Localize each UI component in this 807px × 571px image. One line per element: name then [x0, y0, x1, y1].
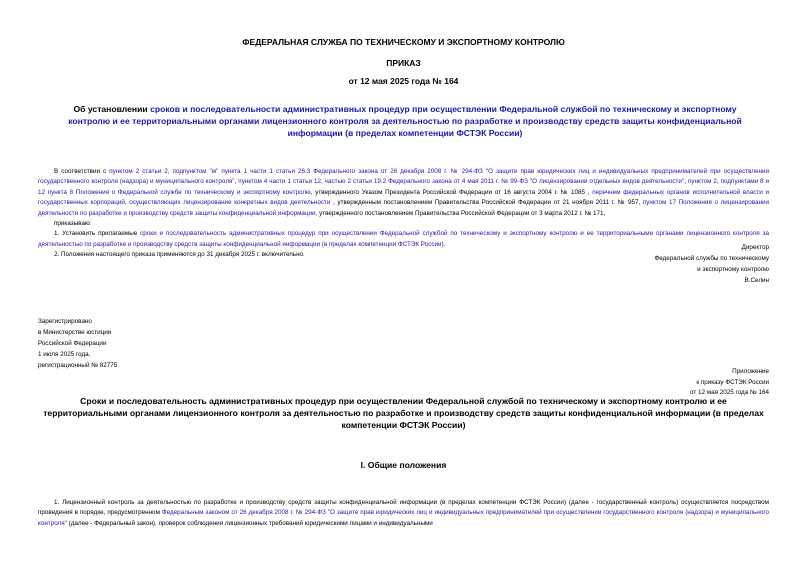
appendix-body: [38, 498, 769, 529]
order-item-2: 2. Положения настоящего приказа применяются до 31 декабря 2025 г. включительно.: [54, 251, 305, 259]
preamble-text-6: , утвержденного постановлением Правительства Российской Федерации от 3 марта 2012 г. № 171,: [315, 209, 606, 217]
document-type: ПРИКАЗ: [386, 58, 421, 68]
appendix-block: [569, 367, 769, 399]
preamble-text-2: ,: [234, 178, 239, 186]
preamble-text-4: , утвержденного Указом Президента Российской Федерации от 16 августа 2004 г. № 1085 ,: [310, 188, 593, 196]
appendix-line-1: Приложение: [732, 368, 769, 375]
registration-block: [38, 316, 238, 371]
order-title-link[interactable]: сроков и последовательности административных процедур при осуществлении Федеральной службой по техническому и экспортному контролю и ее территориальными органами лицензионного контроля за деятельностью по разработке и производству средств защиты конфиденциальной информации (в пределах компетенции ФСТЭК России): [68, 104, 742, 138]
signature-line-3: и экспортному контролю: [697, 266, 769, 273]
document-date-number: от 12 мая 2025 года № 164: [348, 76, 459, 86]
order-title-prefix: Об установлении: [73, 104, 151, 114]
appendix-line-2: к приказу ФСТЭК России: [696, 378, 769, 386]
fstek-regulation-link[interactable]: пунктом 2, подпунктами 8 и 12 пункта 8 Положения о Федеральной службе по техническому и экспортному контролю: [38, 178, 770, 196]
signature-line-2: Федеральной службы по техническому: [654, 255, 769, 262]
law-294fz-link[interactable]: пунктом 2 статьи 2, подпунктом "м" пункта 1 части 1 статьи 26.3 Федерального закона от 26 декабря 2008 г. № 294-ФЗ "О защите прав юридических лиц и индивидуальных предпринимателей при осуществлении государственного контроля (надзора) и муниципального контроля": [38, 168, 770, 186]
registration-line-5: регистрационный № 82775: [38, 362, 118, 369]
signature-line-1: Директор: [741, 244, 769, 251]
preamble-paragraph: [38, 167, 769, 219]
appendix-link[interactable]: сроки и последовательность административных процедур при осуществлении Федеральной службой по техническому и экспортному контролю и ее территориальными органами лицензионного контроля за деятельностью по разработке и производству средств защиты конфиденциальной информации (в пределах компетенции ФСТЭК России): [38, 230, 769, 248]
organization-heading: ФЕДЕРАЛЬНАЯ СЛУЖБА ПО ТЕХНИЧЕСКОМУ И ЭКСПОРТНОМУ КОНТРОЛЮ: [242, 37, 565, 47]
law-99fz-link[interactable]: пунктом 4 части 1 статьи 12, частью 2 статьи 19.2 Федерального закона от 4 мая 2011 г. № 99-ФЗ "О лицензировании отдельных видов деятельности": [238, 178, 685, 186]
preamble-text-1: В соответствии с: [54, 168, 110, 175]
order-word: приказываю:: [54, 220, 92, 228]
signature-block: [569, 242, 769, 286]
signature-line-4: В.Селин: [744, 277, 769, 284]
order-item-1-text: 1. Установить прилагаемые: [54, 230, 141, 238]
agencies-list-link[interactable]: перечнем федеральных органов исполнительной власти и государственных корпораций, осуществляющих лицензирование конкретных видов деятельности: [38, 188, 769, 207]
order-item-1-end: .: [443, 240, 446, 248]
paragraph-1-text: 1. Лицензионный контроль за деятельностью по разработке и производству средств защиты конфиденциальной информации (в пределах компетенции ФСТЭК России) (далее - государственный контроль) осуществляется посредством проведения в порядке, предусмотренном: [38, 499, 769, 517]
appendix-title: Сроки и последовательность административных процедур при осуществлении Федеральной службой по техническому и экспортному контролю и ее территориальными органами лицензионного контроля за деятельностью по разработке и производству средств защиты конфиденциальной информации (в пределах компетенции ФСТЭК России): [43, 396, 764, 430]
registration-line-2: в Министерстве юстиции: [38, 329, 112, 336]
registration-line-1: Зарегистрировано: [38, 318, 92, 325]
appendix-line-3: от 12 мая 2025 года № 164: [690, 389, 769, 396]
section-heading: I. Общие положения: [360, 460, 447, 470]
paragraph-1-text-2: (далее - Федеральный закон), проверок соблюдения лицензионных требований юридическими лицами и индивидуальными: [66, 519, 433, 527]
preamble-text-3: ,: [684, 178, 688, 186]
licensing-regulation-link[interactable]: пунктом 17 Положения о лицензировании деятельности по разработке и производству средств защиты конфиденциальной информации: [38, 199, 769, 217]
federal-law-link[interactable]: Федеральным законом от 26 декабря 2008 г. № 294-ФЗ "О защите прав юридических лиц и индивидуальных предпринимателей при осуществлении государственного контроля (надзора) и муниципального контроля": [38, 509, 769, 527]
registration-line-3: Российской Федерации: [38, 340, 107, 347]
paragraph-1: [38, 498, 769, 529]
preamble-text-5: , утвержденным постановлением Правительства Российской Федерации от 21 ноября 2011 г. № 957,: [330, 199, 643, 207]
registration-line-4: 1 июля 2025 года,: [38, 351, 91, 358]
order-title: [60, 103, 750, 139]
